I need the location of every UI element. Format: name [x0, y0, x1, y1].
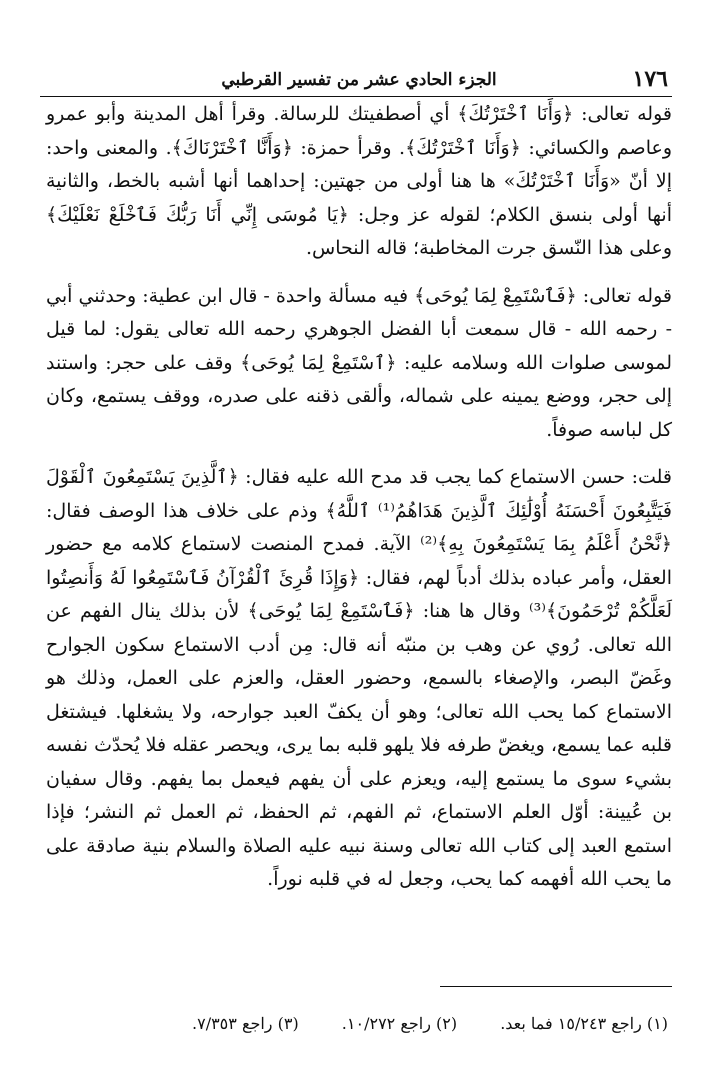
- footnote-1: (١) راجع ١٥/٢٤٣ فما بعد.: [500, 1014, 668, 1033]
- footnotes: [46, 1014, 668, 1033]
- main-text: [46, 98, 672, 897]
- footnote-3: (٣) راجع ٧/٣٥٣.: [192, 1014, 299, 1033]
- running-title: الجزء الحادي عشر من تفسير القرطبي: [221, 70, 497, 90]
- footnote-2: (٢) راجع ١٠/٢٧٢.: [341, 1014, 458, 1033]
- page-header: [46, 0, 672, 98]
- footnote-divider: [440, 986, 672, 987]
- paragraph-fastami: قوله تعالى: ﴿فَٱسْتَمِعْ لِمَا يُوحَى﴾ فيه مسألة واحدة - قال ابن عطية: وحدثني أبي - رحمه الله - قال سمعت أبا الفضل الجوهري رحمه الله تعالى يقول: لما قيل لموسى صلوات الله وسلامه عليه: ﴿ٱسْتَمِعْ لِمَا يُوحَى﴾ وقف على حجر: واستند إلى حجر، ووضع يمينه على شماله، وألقى ذقنه على صدره، ووقف يستمع، وكان كل لباسه صوفاً.: [46, 284, 672, 441]
- paragraph-ikhtartuka: قوله تعالى: ﴿وَأَنَا ٱخْتَرْتُكَ﴾ أي أصطفيتك للرسالة. وقرأ أهل المدينة وأبو عمرو وعاصم والكسائي: ﴿وَأَنَا ٱخْتَرْتُكَ﴾. وقرأ حمزة: ﴿وَأَنَّا ٱخْتَرْنَاكَ﴾. والمعنى واحد: إلا أنّ «وَأَنَا ٱخْتَرْتُكَ» ها هنا أولى من جهتين: إحداهما أنها أشبه بالخط، والثانية أنها أولى بنسق الكلام؛ لقوله عز وجل: ﴿يَا مُوسَى إِنِّي أَنَا رَبُّكَ فَٱخْلَعْ نَعْلَيْكَ﴾ وعلى هذا النّسق جرت المخاطبة؛ قاله النحاس.: [46, 103, 672, 259]
- header-divider: [40, 96, 672, 97]
- page-number: ١٧٦: [632, 66, 668, 92]
- paragraph-husn-alistima: قلت: حسن الاستماع كما يجب قد مدح الله عليه فقال: ﴿ٱلَّذِينَ يَسْتَمِعُونَ ٱلْقَوْلَ فَيَتَّبِعُونَ أَحْسَنَهُ أُوْلَٰئِكَ ٱلَّذِينَ هَدَاهُمُ⁽¹⁾ ٱللَّهُ﴾ وذم على خلاف هذا الوصف فقال: ﴿نَّحْنُ أَعْلَمُ بِمَا يَسْتَمِعُونَ بِهِ﴾⁽²⁾ الآية. فمدح المنصت لاستماع كلامه مع حضور العقل، وأمر عباده بذلك أدباً لهم، فقال: ﴿وَإِذَا قُرِئَ ٱلْقُرْآنُ فَٱسْتَمِعُوا لَهُ وَأَنصِتُوا لَعَلَّكُمْ تُرْحَمُونَ﴾⁽³⁾ وقال ها هنا: ﴿فَٱسْتَمِعْ لِمَا يُوحَى﴾ لأن بذلك ينال الفهم عن الله تعالى. رُوي عن وهب بن منبّه أنه قال: مِن أدب الاستماع سكون الجوارح وغَضّ البصر، والإصغاء بالسمع، وحضور العقل، والعزم على العمل، وذلك هو الاستماع كما يحب الله تعالى؛ وهو أن يكفّ العبد جوارحه، ولا يشغلها. فيشتغل قلبه عما يسمع، ويغضّ طرفه فلا يلهو قلبه بما يرى، ويحصر عقله فلا يُحدّث نفسه بشيء سوى ما يستمع إليه، ويعزم على أن يفهم فيعمل بما يفهم. وقال سفيان بن عُيينة: أوّل العلم الاستماع، ثم الفهم، ثم الحفظ، ثم العمل ثم النشر؛ فإذا استمع العبد إلى كتاب الله تعالى وسنة نبيه عليه الصلاة والسلام بنية صادقة على ما يحب الله أفهمه كما يحب، وجعل له في قلبه نوراً.: [46, 466, 673, 890]
